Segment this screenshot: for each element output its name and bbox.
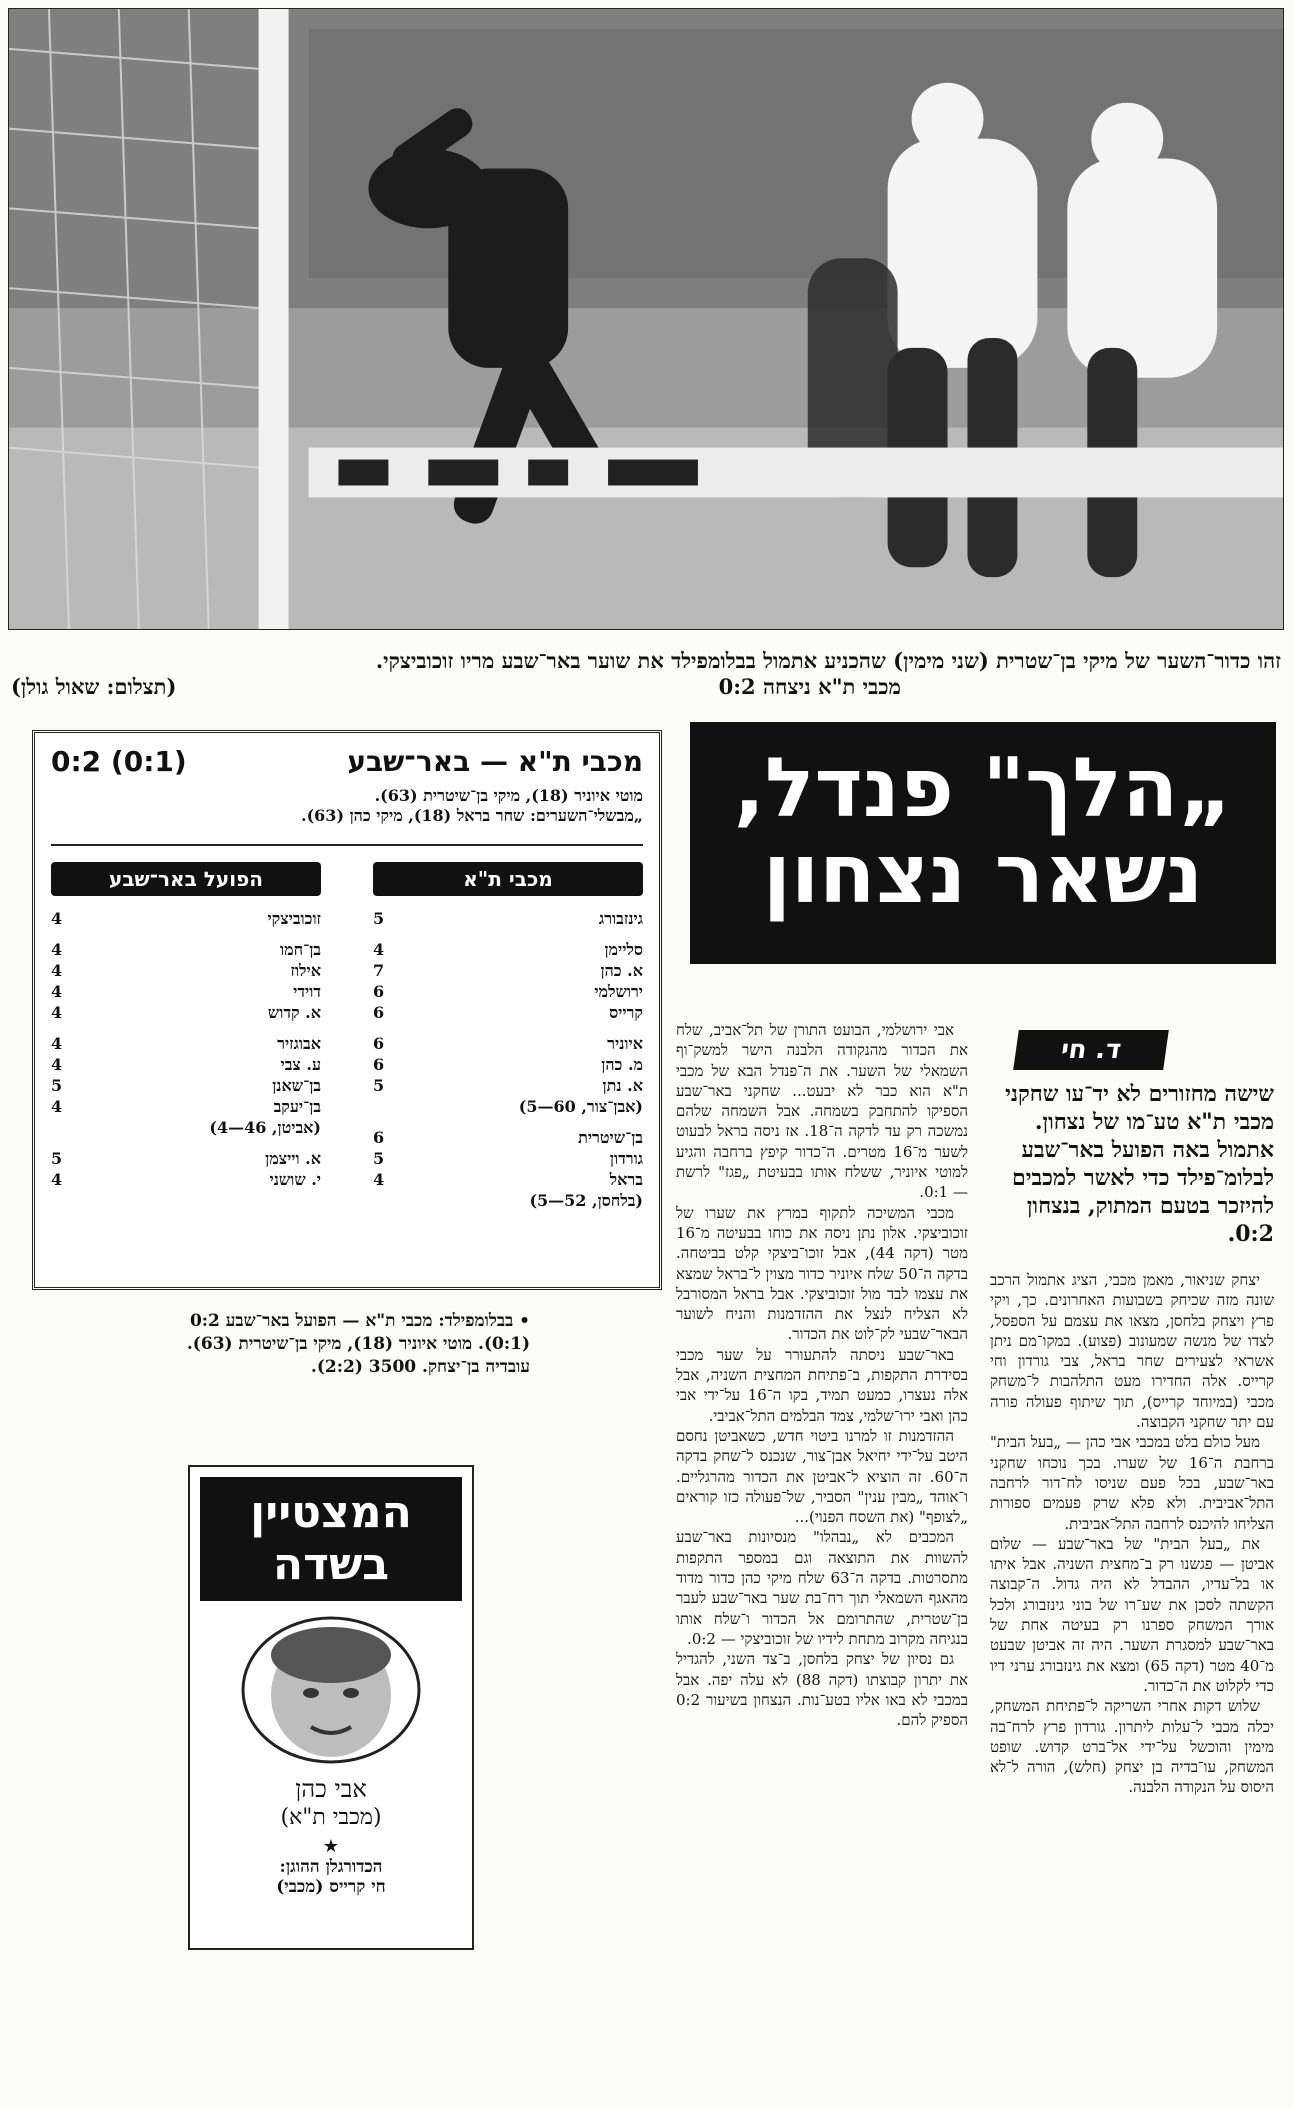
player-name: בן־יעקב <box>273 1097 321 1116</box>
caption-line-1: זהו כדור־השער של מיקי בן־שטרית (שני מימין) שהכניע אתמול בבלומפילד את שוער באר־שבע מריו זוכוביצקי. <box>375 648 1281 673</box>
col-middle-paragraph: אבי ירושלמי, הבועט התורן של תל־אביב, שלח את הכדור מהנקודה הלבנה הישר למשק־וף השמאלי של השער. את ה־פנדל הבא של מכבי ת"א הוא כבר לא יבעט... שחקני באר־שבע הספיקו להתחבק בשמחה. אבל השמחה שלהם נמשכה רק עד לדקה ה־18. אז ניסה בראל לבעוט לשער מ־16 מטרים. ה־כדור קיפץ ברחבה והגיע למוטי איוניר, ששלח אותו בבעיטת „פגז" לרשת — 0:1. <box>676 1021 968 1202</box>
player-name: א. וייצמן <box>265 1149 321 1168</box>
player-name: קרייס <box>609 1003 643 1022</box>
player-grade: 5 <box>373 1149 385 1168</box>
star-title-line-2: בשדה <box>272 1539 390 1590</box>
col-middle-paragraph: מכבי המשיכה לתקוף במרץ את שערו של זוכוביצקי. אלון נתן ניסה את כוחו בבעיטה מ־16 מטר (דקה 44), אבל זוכו־ביצקי קלט בביטחה. בדקה ה־50 שלח איוניר כדור מצוין ל־בראל שמצא את עצמו לבד מול זוכוביצקי. אבל בראל המסורבל לא הצליח לנצל את ההזדמנות והניח לשוער הבאר־שבעי לק־לוט את הכדור. <box>676 1203 968 1344</box>
player-row <box>51 939 321 960</box>
match-photo-image <box>9 9 1283 629</box>
player-grade: 5 <box>373 909 385 928</box>
player-row <box>373 1096 643 1117</box>
player-row <box>373 1148 643 1169</box>
player-name: דוידי <box>293 982 321 1001</box>
col-middle-paragraph: באר־שבע ניסתה להתעורר על שער מכבי בסידרת התקפות, ב־פתיחת המחצית השניה, אבל אלה נעצרו, כמעט תמיד, בקו ה־16 על־ידי אבי כהן ואבי ירו־שלמי, צמד הבלמים התל־אביבי. <box>676 1345 968 1425</box>
article-column-right <box>990 1270 1274 2100</box>
player-portrait <box>200 1615 462 1765</box>
lead-paragraph: שישה מחזורים לא יד־עו שחקני מכבי ת"א טע־מו של נצחון. אתמול באה הפועל באר־שבע לבלומ־פילד כדי לאשר למכבים להיזכר בטעם המתוק, בנצחון 0:2. <box>1005 1081 1274 1247</box>
player-row <box>373 908 643 929</box>
player-row <box>51 1075 321 1096</box>
match-title: מכבי ת"א — באר־שבע <box>347 745 643 778</box>
score-box <box>32 730 662 1290</box>
player-grade: 4 <box>51 1034 63 1053</box>
player-row <box>373 960 643 981</box>
player-row <box>51 981 321 1002</box>
col-right-paragraph: יצחק שניאור, מאמן מכבי, הציג אתמול הרכב שונה מזה שכיחק בשבועות האחרונים. כך, ויקי פרץ ויצחק בלחסן, מצאו את עצמם על הספסל, לצדו של מנשה שמעונוב (פצוע). במקו־מם ניתן אשראי לצעירים שחר בראל, צבי גורדון וחי קרייס. אלה החדירו מעט התלהבות ל־משחק מכבי (במיוחד קרייס), תוך שיתוף פעולה פורה עם יתר שחקני הקבוצה. <box>990 1271 1274 1432</box>
player-row <box>51 1096 321 1117</box>
player-row <box>51 1117 321 1138</box>
scorers: מוטי איוניר (18), מיקי בן־שיטרית (63). <box>374 786 643 805</box>
player-name: בן־שאנן <box>272 1076 321 1095</box>
player-name: גורדון <box>609 1149 643 1168</box>
player-grade: 6 <box>373 1128 385 1147</box>
player-grade: 4 <box>51 1055 63 1074</box>
player-grade: 6 <box>373 1003 385 1022</box>
player-name: ע. צבי <box>280 1055 321 1074</box>
match-photo <box>8 8 1284 630</box>
player-row <box>373 1054 643 1075</box>
player-grade: 5 <box>51 1149 63 1168</box>
player-row <box>373 1002 643 1023</box>
star-mark-icon: ★ <box>322 1836 340 1857</box>
article-column-middle <box>676 1020 968 2102</box>
photo-credit: (תצלום: שאול גולן) <box>11 674 177 699</box>
player-grade: 6 <box>373 1055 385 1074</box>
player-grade: 4 <box>51 940 63 959</box>
player-name: (אביטן, 46—4) <box>209 1118 321 1137</box>
player-grade: 5 <box>373 1076 385 1095</box>
player-row <box>373 939 643 960</box>
player-name: גינזבורג <box>598 909 643 928</box>
player-grade: 4 <box>51 1170 63 1189</box>
caption-line-3: מכבי ת"א ניצחה 0:2 <box>718 674 901 699</box>
headline-line-1: „הלך" פנדל, <box>733 741 1233 836</box>
player-grade: 7 <box>373 961 385 980</box>
player-grade: 6 <box>373 982 385 1001</box>
player-name: מ. כהן <box>601 1055 643 1074</box>
player-row <box>373 1190 643 1211</box>
star-player-name: אבי כהן <box>295 1775 367 1803</box>
player-row <box>51 960 321 981</box>
player-name: ירושלמי <box>594 982 643 1001</box>
star-title <box>200 1477 462 1601</box>
player-name: בן־חמו <box>280 940 321 959</box>
player-row <box>51 1169 321 1190</box>
player-row <box>373 1127 643 1148</box>
player-name: בן־שיטרית <box>578 1128 643 1147</box>
player-grade: 4 <box>373 1170 385 1189</box>
fair-player-name: חי קרייס (מכבי) <box>276 1877 386 1897</box>
col-right-paragraph: שלוש דקות אחרי השריקה ל־פתיחת המשחק, יכלה מכבי ל־עלות ליתרון. גורדון פרץ לרח־בה מימין והוכשל על־ידי אל־ברט קדוש. שופט המשחק, עו־בדיה בן יצחק (חלש), הורה ל־לא היסוס על הנקודה הלבנה. <box>990 1697 1274 1797</box>
match-result: 0:2 (0:1) <box>51 745 187 778</box>
player-row <box>373 1033 643 1054</box>
player-name: זוכוביצקי <box>267 909 321 928</box>
col-right-paragraph: מעל כולם בלט במכבי אבי כהן — „בעל הבית" ברחבת ה־16 של שערו. בכך נוכחו שחקני באר־שבע, בכל פעם שניסו לח־דור לרחבה התל־אביבית. ולא פלא שרק פעמים ספורות הצליחו להיכנס לרחבה התל־אביבית. <box>990 1433 1274 1533</box>
player-name: סליימן <box>604 940 643 959</box>
player-row <box>373 981 643 1002</box>
team2-header: הפועל באר־שבע <box>51 862 321 896</box>
player-grade: 5 <box>51 1076 63 1095</box>
team1-players <box>373 908 643 1211</box>
player-name: אילוז <box>290 961 321 980</box>
col-middle-paragraph: גם נסיון של יצחק בלחסן, ב־צד השני, להגדיל את יתרון קבוצתו (דקה 88) לא עלה יפה. אבל במכבי לא באו אליו בטע־נות. הנצחון בשיעור 0:2 הספיק להם. <box>676 1650 968 1730</box>
player-name: בראל <box>609 1170 643 1189</box>
player-name: (אבן־צור, 60—5) <box>518 1097 643 1116</box>
player-name: אבוגזיר <box>277 1034 321 1053</box>
player-row <box>51 1148 321 1169</box>
star-box <box>188 1465 474 1950</box>
player-row <box>51 1054 321 1075</box>
player-row <box>51 1002 321 1023</box>
player-name: א. כהן <box>600 961 643 980</box>
byline: ד. חי <box>1013 1030 1169 1070</box>
player-grade: 4 <box>51 982 63 1001</box>
player-name: א. קדוש <box>267 1003 321 1022</box>
col-middle-paragraph: ההזדמנות זו למרנו ביטוי חדש, כשאביטן נחסם היטב על־ידי יחיאל אבן־צור, שנכנס ל־שחק בדקה ה־60. זה הוציא ל־אביטן את הכדור מהרגליים. ו־אוהד „מבין ענין" הסביר, של־פעולה כזו קוראים „לצופף" (את השסח הפנוי)... <box>676 1426 968 1527</box>
player-grade: 4 <box>51 1097 63 1116</box>
col-middle-paragraph: המכבים לא „נבהלו" מנסיונות באר־שבע להשוות את התוצאה וגם במספר התקפות מתסרטות. בדקה ה־63 שלח מיקי כהן כדור מדוד מהאגף השמאלי תוך רח־בת שער באר־שבע לעבר בן־שטרית, שהתרומם אל הכדור ו־שלח אותו בנגיחה מקרוב מתחת לידיו של זוכוביצקי — 0:2. <box>676 1528 968 1648</box>
col-right-paragraph: את „בעל הבית" של באר־שבע — שלום אביטן — פגשנו רק ב־מחצית השניה. אבל איתו או בל־עדיו, ההבדל לא היה גדול. ה־קבוצה הקשתה לסכן את שע־רו של בוני גינזבורג ולכל אורך המשחק ספרנו רק בעיטה אחת של באר־שבע למסגרת השער. היה זה אביטן שבעט מ־40 מטר (דקה 65) ומצא את גינזבורג ערני דיו כדי לקלוט את ה־כדור. <box>990 1534 1274 1695</box>
fair-player-label: הכדורגלן ההוגן: <box>279 1857 383 1877</box>
player-name: א. נתן <box>602 1076 643 1095</box>
star-player-team: (מכבי ת"א) <box>280 1805 382 1830</box>
player-name: איוניר <box>607 1034 643 1053</box>
player-grade: 4 <box>51 961 63 980</box>
team2-panel <box>51 862 321 1211</box>
player-name: י. שושני <box>269 1170 321 1189</box>
match-summary: • בבלומפילד: מכבי ת"א — הפועל באר־שבע 0:2 (0:1). מוטי איוניר (18), מיקי בן־שיטרית (63). עובדיה בן־יצחק. 3500 (2:2). <box>186 1311 530 1377</box>
player-row <box>373 1169 643 1190</box>
team1-panel <box>373 862 643 1211</box>
player-row <box>51 1033 321 1054</box>
player-grade: 6 <box>373 1034 385 1053</box>
headline <box>690 722 1276 964</box>
player-name: (בלחסן, 52—5) <box>529 1191 643 1210</box>
player-grade: 4 <box>51 1003 63 1022</box>
team1-header: מכבי ת"א <box>373 862 643 896</box>
headline-line-2: נשאר נצחון <box>762 827 1204 923</box>
player-grade: 4 <box>51 909 63 928</box>
player-portrait-image <box>241 1615 421 1765</box>
photo-caption <box>11 648 1281 700</box>
player-row <box>373 1075 643 1096</box>
player-grade: 4 <box>373 940 385 959</box>
star-title-line-1: המצטיין <box>250 1487 412 1538</box>
player-row <box>51 908 321 929</box>
assists: „מבשלי־השערים: שחר בראל (18), מיקי כהן (63). <box>301 806 643 825</box>
team2-players <box>51 908 321 1190</box>
